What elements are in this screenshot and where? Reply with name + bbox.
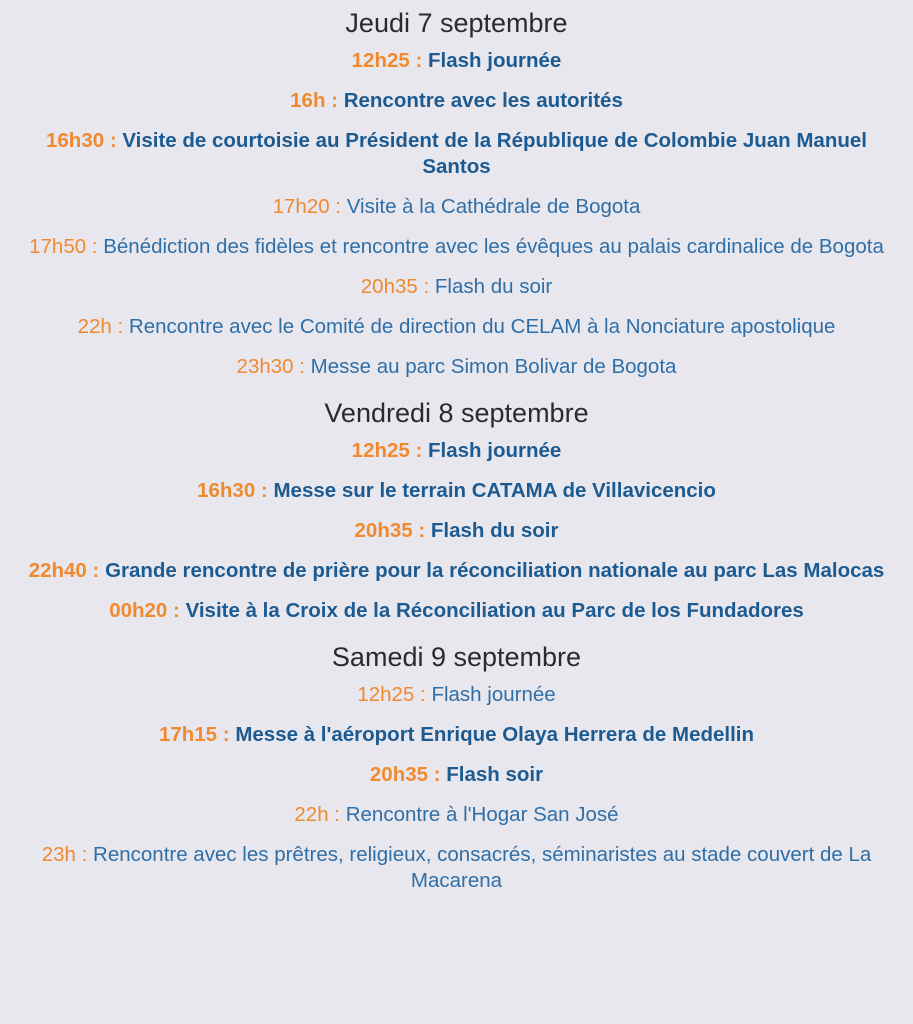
event-description: Rencontre avec les prêtres, religieux, consacrés, séminaristes au stade couvert de La Macarena <box>93 843 872 892</box>
event-description: Flash du soir <box>434 275 553 298</box>
event-description: Grande rencontre de prière pour la réconciliation nationale au parc Las Malocas <box>105 559 885 582</box>
event-description: Flash journée <box>428 49 562 72</box>
event-item <box>0 558 913 584</box>
event-description: Visite de courtoisie au Président de la République de Colombie Juan Manuel Santos <box>122 129 867 178</box>
day-heading: Vendredi 8 septembre <box>324 398 589 428</box>
day-block-vendredi <box>0 394 913 624</box>
event-item <box>0 598 913 624</box>
event-item <box>0 88 913 114</box>
event-item <box>0 194 913 220</box>
event-item <box>0 234 913 260</box>
event-time: 23h : <box>41 843 88 866</box>
event-description: Bénédiction des fidèles et rencontre avec les évêques au palais cardinalice de Bogota <box>103 235 884 258</box>
event-time: 16h30 : <box>46 129 117 152</box>
day-block-samedi <box>0 638 913 894</box>
event-description: Rencontre à l'Hogar San José <box>345 803 619 826</box>
event-description: Flash journée <box>428 439 562 462</box>
event-time: 20h35 : <box>369 763 441 786</box>
event-item <box>0 128 913 180</box>
event-time: 22h40 : <box>28 559 100 582</box>
event-time: 17h50 : <box>29 235 98 258</box>
day-heading: Jeudi 7 septembre <box>345 8 568 38</box>
event-time: 12h25 : <box>357 683 426 706</box>
event-item <box>0 762 913 788</box>
event-time: 12h25 : <box>351 439 423 462</box>
event-item <box>0 478 913 504</box>
event-description: Messe sur le terrain CATAMA de Villavicencio <box>273 479 716 502</box>
event-time: 16h30 : <box>197 479 268 502</box>
event-description: Visite à la Croix de la Réconciliation au Parc de los Fundadores <box>185 599 804 622</box>
event-item <box>0 518 913 544</box>
event-time: 20h35 : <box>360 275 430 298</box>
event-item <box>0 354 913 380</box>
event-item <box>0 274 913 300</box>
event-description: Messe au parc Simon Bolivar de Bogota <box>310 355 677 378</box>
event-description: Rencontre avec le Comité de direction du CELAM à la Nonciature apostolique <box>128 315 836 338</box>
day-block-jeudi <box>0 4 913 380</box>
event-description: Flash journée <box>431 683 556 706</box>
event-description: Rencontre avec les autorités <box>343 89 623 112</box>
event-time: 16h : <box>290 89 338 112</box>
event-description: Messe à l'aéroport Enrique Olaya Herrera de Medellin <box>235 723 755 746</box>
event-item <box>0 682 913 708</box>
event-time: 22h : <box>77 315 124 338</box>
event-description: Flash du soir <box>430 519 559 542</box>
event-time: 00h20 : <box>109 599 180 622</box>
event-item <box>0 722 913 748</box>
event-item <box>0 314 913 340</box>
event-time: 17h20 : <box>272 195 342 218</box>
event-item <box>0 48 913 74</box>
event-description: Visite à la Cathédrale de Bogota <box>346 195 641 218</box>
event-item <box>0 438 913 464</box>
day-heading: Samedi 9 septembre <box>331 642 582 672</box>
event-time: 20h35 : <box>354 519 426 542</box>
event-description: Flash soir <box>446 763 544 786</box>
event-item <box>0 802 913 828</box>
event-time: 17h15 : <box>158 723 230 746</box>
event-time: 12h25 : <box>351 49 423 72</box>
event-time: 22h : <box>294 803 341 826</box>
event-item <box>0 842 913 894</box>
event-time: 23h30 : <box>236 355 305 378</box>
